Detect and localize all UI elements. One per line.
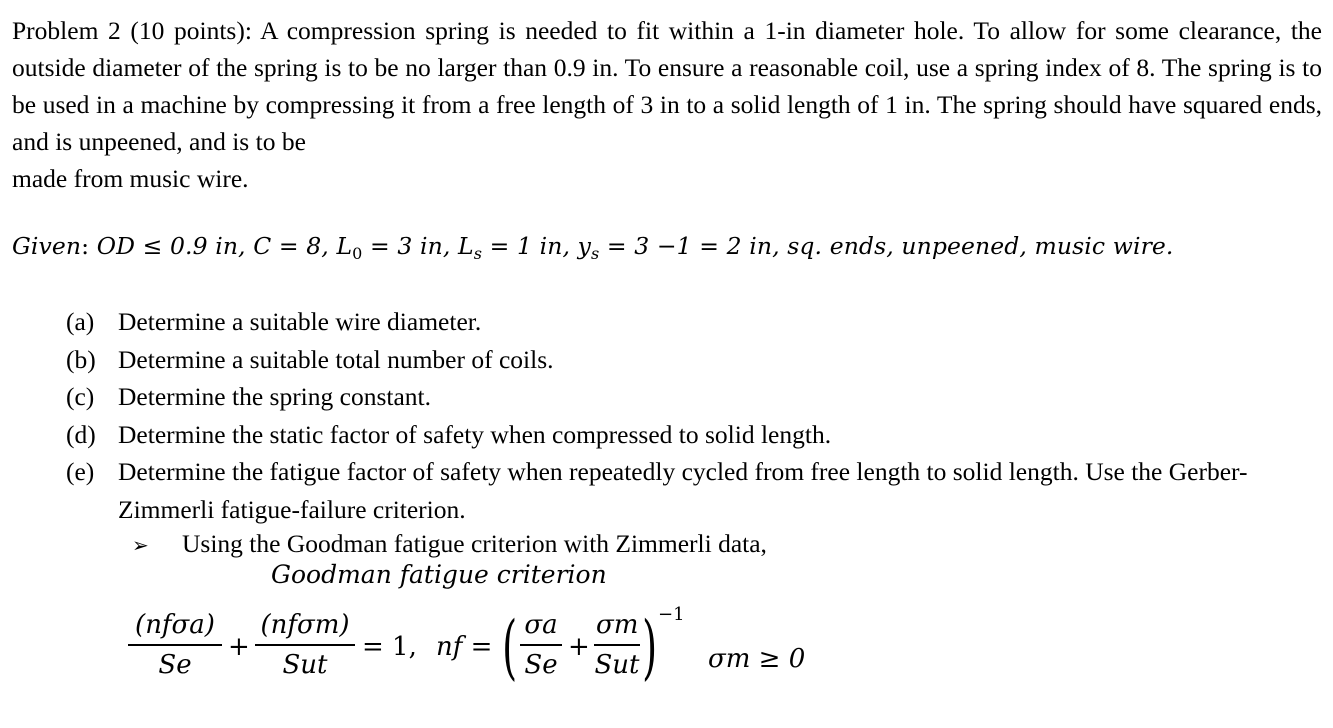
- part-text: Determine the static factor of safety when compressed to solid length.: [118, 419, 832, 449]
- plus-sign-2: +: [568, 632, 590, 662]
- part-label: (d): [66, 419, 96, 449]
- given-ys-sub: s: [590, 244, 600, 263]
- right-paren: ): [642, 606, 658, 688]
- part-label: (a): [66, 307, 95, 336]
- problem-statement: [12, 12, 1322, 197]
- given-ls: L: [458, 232, 474, 260]
- list-item: [66, 303, 1306, 341]
- given-l0: L: [336, 232, 353, 260]
- part-text: Determine a suitable wire diameter.: [118, 307, 482, 336]
- fraction-1-numerator: (nfσa): [135, 610, 215, 640]
- given-rest: sq. ends, unpeened, music wire.: [787, 232, 1174, 260]
- list-item: [66, 378, 1306, 416]
- given-ys-value: = 3 −1 = 2 in,: [606, 232, 780, 260]
- given-line: Given: OD ≤ 0.9 in, C = 8, $L_0 = 3$ in, $L_s = 1$ in, $y_s = 3 -1 = 2$ in, sq. ends, unpeened, music wire.: [12, 232, 1174, 263]
- bullet-item: [132, 528, 767, 562]
- fraction-1-denominator: Se: [128, 644, 222, 680]
- list-item: [66, 416, 1306, 454]
- equals-one: = 1,: [362, 632, 417, 662]
- left-paren: (: [502, 606, 518, 688]
- less-equal-sign: ≤: [142, 232, 163, 260]
- given-l0-sub: 0: [352, 244, 363, 263]
- part-label: (e): [66, 457, 95, 486]
- given-od-value: 0.9 in,: [169, 232, 246, 260]
- exponent: −1: [658, 604, 685, 625]
- part-text: Determine the spring constant.: [118, 382, 431, 411]
- given-od: OD: [96, 232, 136, 260]
- fraction-3: [520, 610, 562, 680]
- given-c: C = 8,: [253, 232, 329, 260]
- given-ls-value: = 1 in,: [489, 232, 571, 260]
- goodman-equation: [128, 604, 828, 705]
- fraction-4-denominator: Sut: [594, 644, 640, 680]
- fraction-1: [128, 610, 222, 680]
- given-ls-sub: s: [473, 244, 483, 263]
- condition: σm ≥ 0: [708, 644, 806, 674]
- criterion-title: Goodman fatigue criterion: [271, 560, 607, 589]
- plus-sign: +: [228, 632, 250, 662]
- list-item: [66, 341, 1306, 379]
- given-label: Given: [12, 232, 82, 260]
- bullet-text: Using the Goodman fatigue criterion with Zimmerli data,: [182, 529, 767, 558]
- part-label: (b): [66, 344, 96, 374]
- fraction-2-numerator: (nfσm): [260, 610, 350, 640]
- part-label: (c): [66, 382, 95, 411]
- given-ys: y: [577, 232, 591, 260]
- fraction-4: [594, 610, 640, 680]
- given-l0-value: = 3 in,: [370, 232, 451, 260]
- fraction-2: [255, 610, 355, 680]
- nf-equals: nf =: [436, 632, 493, 662]
- part-text: Determine the fatigue factor of safety when repeatedly cycled from free length to solid length. Use the Gerber-Zimmerli fatigue-failure criterion.: [118, 457, 1248, 524]
- part-text: Determine a suitable total number of coils.: [118, 344, 554, 374]
- parts-list: [66, 303, 1306, 528]
- arrow-bullet-icon: ➢: [132, 535, 149, 557]
- fraction-3-denominator: Se: [520, 644, 562, 680]
- fraction-2-denominator: Sut: [255, 644, 355, 680]
- fraction-3-numerator: σa: [524, 610, 558, 640]
- fraction-4-numerator: σm: [596, 610, 639, 640]
- list-item: [66, 453, 1306, 528]
- problem-text-last-line: made from music wire.: [12, 164, 249, 193]
- problem-text: Problem 2 (10 points): A compression spring is needed to fit within a 1-in diameter hole. To allow for some clearance, the outside diameter of the spring is to be no larger than 0.9 in. To ensure a reasonable coil, use a spring index of 8. The spring is to be used in a machine by compressing it from a free length of 3 in to a solid length of 1 in. The spring should have squared ends, and is unpeened, and is to be: [12, 16, 1322, 156]
